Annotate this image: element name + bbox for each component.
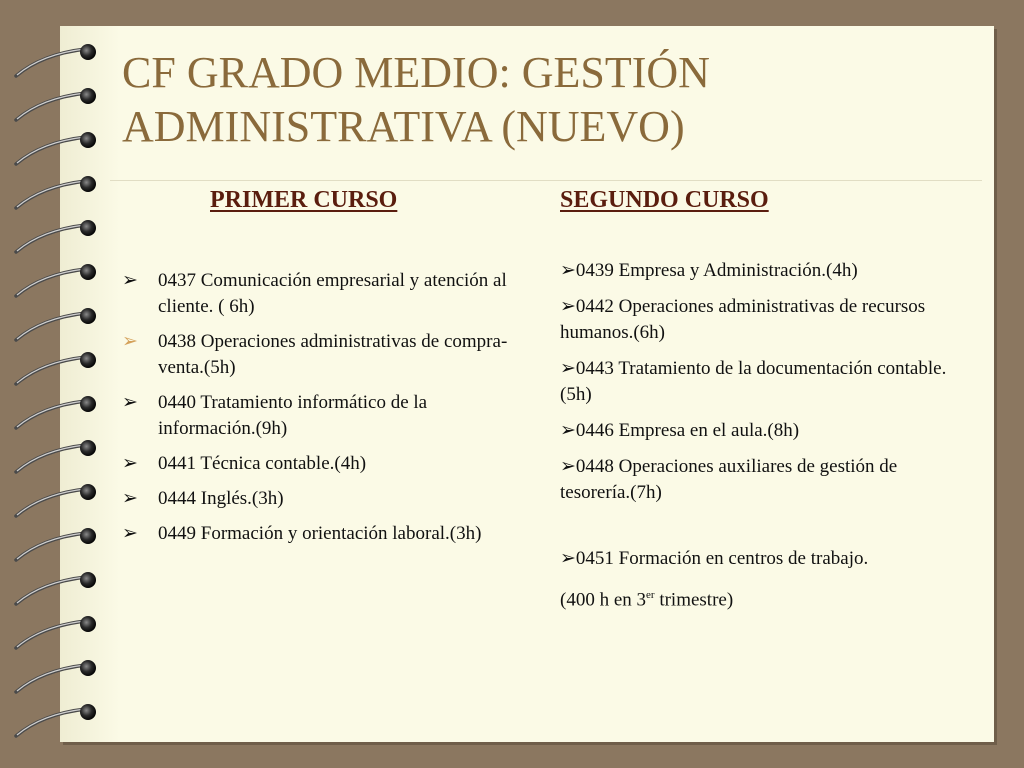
list-item: ➢0442 Operaciones administrativas de recursos humanos.(6h) bbox=[560, 296, 926, 343]
arrow-bullet-icon: ➢ bbox=[122, 453, 138, 474]
list-item: ➢0446 Empresa en el aula.(8h) bbox=[560, 420, 800, 441]
arrow-bullet-icon: ➢ bbox=[122, 488, 138, 509]
list-item: ➢0439 Empresa y Administración.(4h) bbox=[560, 260, 858, 281]
list-item: ➢ 0444 Inglés.(3h) bbox=[120, 486, 515, 512]
arrow-bullet-icon: ➢ bbox=[122, 392, 138, 413]
primer-curso-heading: PRIMER CURSO bbox=[210, 187, 398, 213]
page-margin bbox=[60, 26, 120, 742]
list-item: ➢0451 Formación en centros de trabajo. bbox=[560, 548, 869, 569]
spacer bbox=[560, 516, 960, 546]
list-item: ➢ 0440 Tratamiento informático de la información.(9h) bbox=[122, 392, 428, 439]
trimester-note: (400 h en 3er trimestre) bbox=[560, 589, 734, 611]
title-divider bbox=[110, 180, 982, 181]
arrow-bullet-icon: ➢ bbox=[560, 358, 576, 379]
arrow-bullet-icon: ➢ bbox=[560, 548, 576, 569]
arrow-bullet-icon: ➢ bbox=[122, 270, 138, 291]
list-item: ➢ 0449 Formación y orientación laboral.(3h) bbox=[120, 521, 515, 547]
list-item: ➢ 0437 Comunicación empresarial y atención al cliente. ( 6h) bbox=[122, 270, 507, 317]
arrow-bullet-icon: ➢ bbox=[122, 523, 138, 544]
list-item: ➢ 0438 Operaciones administrativas de compra-venta.(5h) bbox=[122, 331, 508, 378]
arrow-bullet-icon: ➢ bbox=[560, 456, 576, 477]
arrow-bullet-icon: ➢ bbox=[560, 296, 576, 317]
arrow-bullet-icon: ➢ bbox=[122, 331, 138, 352]
arrow-bullet-icon: ➢ bbox=[560, 260, 576, 281]
list-item: ➢ 0441 Técnica contable.(4h) bbox=[120, 451, 515, 477]
list-item: ➢0448 Operaciones auxiliares de gestión de tesorería.(7h) bbox=[560, 456, 898, 503]
arrow-bullet-icon: ➢ bbox=[560, 420, 576, 441]
primer-curso-list bbox=[120, 268, 515, 556]
segundo-curso-heading: SEGUNDO CURSO bbox=[560, 187, 769, 213]
list-item: ➢0443 Tratamiento de la documentación contable.(5h) bbox=[560, 358, 947, 405]
segundo-curso-list bbox=[560, 258, 960, 623]
page-title: CF GRADO MEDIO: GESTIÓN ADMINISTRATIVA (NUEVO) bbox=[122, 48, 710, 151]
